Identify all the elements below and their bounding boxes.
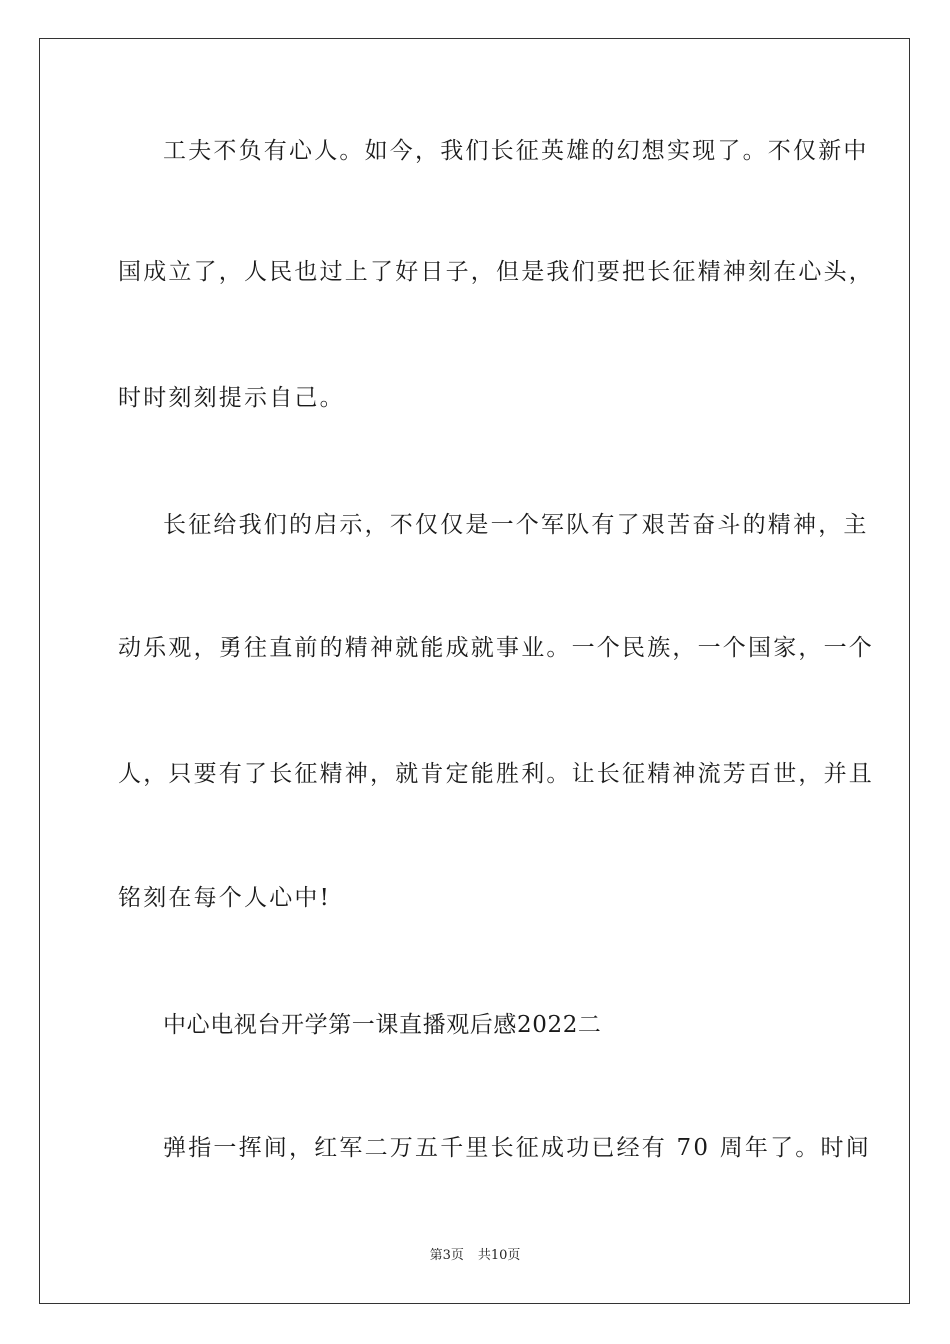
paragraph-line: 铭刻在每个人心中!	[118, 885, 332, 911]
paragraph-line: 人，只要有了长征精神，就肯定能胜利。让长征精神流芳百世，并且	[118, 761, 874, 787]
paragraph-line: 弹指一挥间，红军二万五千里长征成功已经有 70 周年了。时间	[163, 1135, 871, 1161]
paragraph-line: 工夫不负有心人。如今，我们长征英雄的幻想实现了。不仅新中	[163, 138, 869, 164]
paragraph-line: 时时刻刻提示自己。	[118, 385, 345, 411]
paragraph-line: 长征给我们的启示，不仅仅是一个军队有了艰苦奋斗的精神，主	[163, 512, 869, 538]
paragraph-line: 动乐观，勇往直前的精神就能成就事业。一个民族，一个国家，一个	[118, 635, 874, 661]
total-pages: 共10页	[477, 1248, 521, 1263]
page-border	[39, 38, 910, 1304]
section-heading: 中心电视台开学第一课直播观后感2022二	[163, 1012, 602, 1038]
paragraph-line: 国成立了，人民也过上了好日子，但是我们要把长征精神刻在心头，	[118, 259, 874, 285]
page-footer	[0, 1247, 950, 1265]
page-number: 第3页	[429, 1248, 464, 1263]
